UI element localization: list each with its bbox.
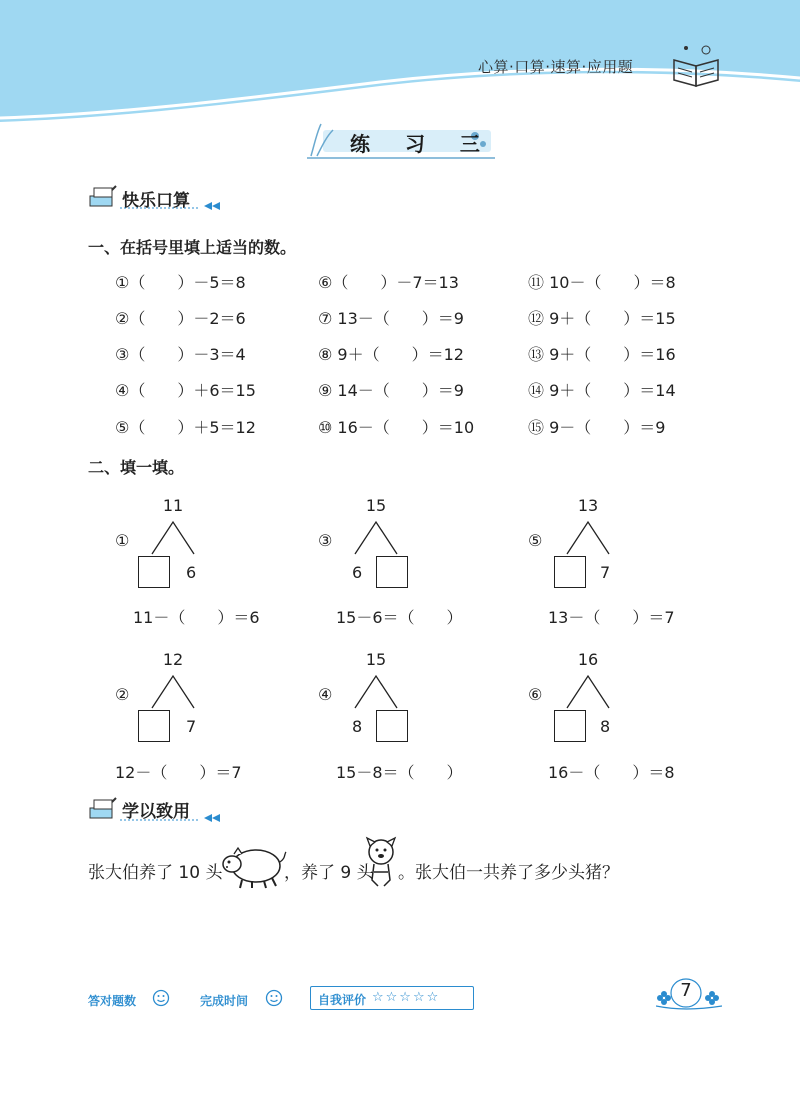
pig-icon	[218, 840, 288, 890]
equation-11: ⑪ 10－（ ）＝8	[528, 273, 676, 292]
smiley-icon	[265, 989, 283, 1007]
equation-3: ③（ ）－3＝4	[115, 345, 246, 364]
word-problem	[88, 858, 728, 898]
question-2-heading: 二、填一填。	[88, 458, 185, 477]
equation-12: ⑫ 9＋（ ）＝15	[528, 309, 676, 328]
section-label-mental-math: 快乐口算	[122, 191, 190, 211]
smiley-icon	[152, 989, 170, 1007]
word-problem-part3: 。张大伯一共养了多少头猪？	[398, 863, 619, 883]
equation-2: ②（ ）－2＝6	[115, 309, 246, 328]
tree-1-answer-box[interactable]	[138, 556, 170, 588]
tree-6-known: 8	[600, 717, 611, 736]
self-evaluation-stars[interactable]: ☆☆☆☆☆	[372, 990, 441, 1005]
header-tagline: 心算·口算·速算·应用题	[478, 58, 634, 76]
tree-3-total: 15	[365, 496, 387, 515]
tree-6-answer-box[interactable]	[554, 710, 586, 742]
completion-time-label: 完成时间	[200, 994, 249, 1008]
tree-5-known: 7	[600, 563, 611, 582]
tree-4-branches	[353, 674, 399, 710]
equation-7: ⑦ 13－（ ）＝9	[318, 309, 464, 328]
tree-4-total: 15	[365, 650, 387, 669]
arrow-decoration-icon	[120, 812, 220, 824]
tree-3-mark: ③	[318, 531, 333, 550]
books-icon	[88, 184, 118, 210]
correct-count-label: 答对题数	[88, 994, 137, 1008]
dog-icon	[362, 836, 400, 890]
equation-15: ⑮ 9－（ ）＝9	[528, 418, 666, 437]
tree-6-total: 16	[577, 650, 599, 669]
section-label-apply: 学以致用	[122, 802, 190, 822]
equation-4: ④（ ）＋6＝15	[115, 381, 256, 400]
tree-1-equation: 11－（ ）＝6	[133, 608, 260, 627]
word-problem-part2: ，养了 9 头	[284, 863, 374, 883]
page-number: 7	[680, 980, 692, 1001]
tree-1-known: 6	[186, 563, 197, 582]
equation-9: ⑨ 14－（ ）＝9	[318, 381, 464, 400]
tree-3-equation: 15－6＝（ ）	[336, 608, 463, 627]
equation-14: ⑭ 9＋（ ）＝14	[528, 381, 676, 400]
arrow-decoration-icon	[120, 200, 220, 212]
book-icon	[670, 42, 724, 88]
equation-1: ①（ ）－5＝8	[115, 273, 246, 292]
tree-2-branches	[150, 674, 196, 710]
tree-1-branches	[150, 520, 196, 556]
tree-2-answer-box[interactable]	[138, 710, 170, 742]
tree-6-mark: ⑥	[528, 685, 543, 704]
tree-5-equation: 13－（ ）＝7	[548, 608, 675, 627]
tree-3-branches	[353, 520, 399, 556]
tree-4-known: 8	[352, 717, 363, 736]
tree-3-answer-box[interactable]	[376, 556, 408, 588]
tree-6-equation: 16－（ ）＝8	[548, 763, 675, 782]
tree-5-branches	[565, 520, 611, 556]
tree-2-equation: 12－（ ）＝7	[115, 763, 242, 782]
tree-6-branches	[565, 674, 611, 710]
tree-4-equation: 15－8＝（ ）	[336, 763, 463, 782]
tree-1-mark: ①	[115, 531, 130, 550]
tree-5-answer-box[interactable]	[554, 556, 586, 588]
self-evaluation-label: 自我评价	[318, 993, 367, 1007]
equation-5: ⑤（ ）＋5＝12	[115, 418, 256, 437]
books-icon	[88, 796, 118, 822]
tree-1-total: 11	[162, 496, 184, 515]
equation-13: ⑬ 9＋（ ）＝16	[528, 345, 676, 364]
tree-5-total: 13	[577, 496, 599, 515]
word-problem-part1: 张大伯养了 10 头	[88, 863, 223, 883]
equation-8: ⑧ 9＋（ ）＝12	[318, 345, 464, 364]
tree-2-mark: ②	[115, 685, 130, 704]
tree-3-known: 6	[352, 563, 363, 582]
equation-6: ⑥（ ）－7＝13	[318, 273, 459, 292]
page-title: 练 习 三	[350, 132, 494, 156]
tree-4-answer-box[interactable]	[376, 710, 408, 742]
tree-5-mark: ⑤	[528, 531, 543, 550]
tree-4-mark: ④	[318, 685, 333, 704]
question-1-heading: 一、在括号里填上适当的数。	[88, 238, 297, 257]
equation-10: ⑩ 16－（ ）＝10	[318, 418, 475, 437]
tree-2-total: 12	[162, 650, 184, 669]
tree-2-known: 7	[186, 717, 197, 736]
